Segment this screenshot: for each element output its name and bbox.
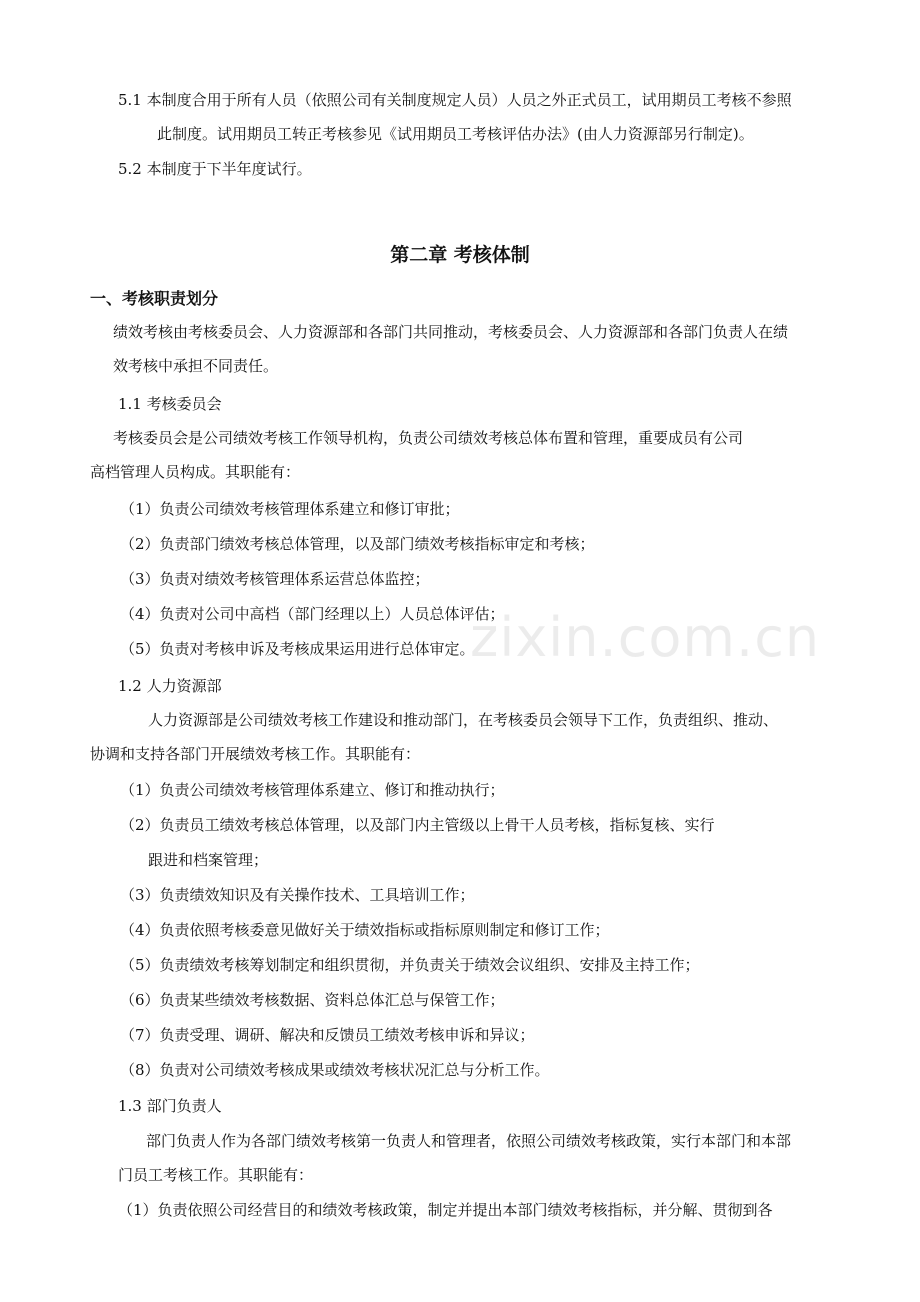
committee-item-3: （3）负责对绩效考核管理体系运营总体监控； — [120, 570, 430, 588]
committee-item-5: （5）负责对考核申诉及考核成果运用进行总体审定。 — [120, 640, 475, 658]
dept-head-item-1: （1）负责依照公司经营目的和绩效考核政策，制定并提出本部门绩效考核指标，并分解、贯彻到各 — [118, 1201, 773, 1219]
clause-5-1-line-2: 此制度。试用期员工转正考核参见《试用期员工考核评估办法》(由人力资源部另行制定)。 — [157, 125, 754, 143]
hr-item-5: （5）负责绩效考核筹划制定和组织贯彻，并负责关于绩效会议组织、安排及主持工作； — [120, 956, 700, 974]
dept-head-desc-line-1: 部门负责人作为各部门绩效考核第一负责人和管理者，依照公司绩效考核政策，实行本部门和本部 — [146, 1132, 792, 1150]
hr-desc-line-2: 协调和支持各部门开展绩效考核工作。其职能有： — [90, 745, 421, 763]
hr-item-2: （2）负责员工绩效考核总体管理，以及部门内主管级以上骨干人员考核，指标复核、实行 — [120, 816, 715, 834]
intro-line-2: 效考核中承担不同责任。 — [113, 357, 279, 375]
committee-desc-line-1: 考核委员会是公司绩效考核工作领导机构，负责公司绩效考核总体布置和管理，重要成员有公司 — [113, 429, 744, 447]
dept-head-desc-line-2: 门员工考核工作。其职能有： — [118, 1166, 314, 1184]
committee-item-4: （4）负责对公司中高档（部门经理以上）人员总体评估； — [120, 605, 505, 623]
committee-item-1: （1）负责公司绩效考核管理体系建立和修订审批； — [120, 500, 460, 518]
hr-item-1: （1）负责公司绩效考核管理体系建立、修订和推动执行； — [120, 781, 505, 799]
subsection-title-committee: 1.1 考核委员会 — [118, 395, 222, 413]
committee-item-2: （2）负责部门绩效考核总体管理，以及部门绩效考核指标审定和考核； — [120, 535, 595, 553]
hr-item-6: （6）负责某些绩效考核数据、资料总体汇总与保管工作； — [120, 991, 505, 1009]
clause-5-2: 5.2 本制度于下半年度试行。 — [118, 160, 312, 178]
clause-5-1-line-1: 5.1 本制度合用于所有人员（依照公司有关制度规定人员）人员之外正式员工，试用期员工考核不参照 — [118, 91, 792, 109]
intro-line-1: 绩效考核由考核委员会、人力资源部和各部门共同推动，考核委员会、人力资源部和各部门负责人在绩 — [113, 323, 789, 341]
subsection-title-hr: 1.2 人力资源部 — [118, 677, 222, 695]
section-title: 一、考核职责划分 — [90, 289, 219, 308]
hr-desc-line-1: 人力资源部是公司绩效考核工作建设和推动部门，在考核委员会领导下工作，负责组织、推动、 — [148, 711, 779, 729]
watermark: zixin.com.cn — [470, 606, 821, 669]
committee-desc-line-2: 高档管理人员构成。其职能有： — [90, 463, 301, 481]
hr-item-3: （3）负责绩效知识及有关操作技术、工具培训工作； — [120, 886, 475, 904]
hr-item-2-continued: 跟进和档案管理； — [148, 851, 269, 869]
subsection-title-dept-head: 1.3 部门负责人 — [118, 1097, 222, 1115]
hr-item-8: （8）负责对公司绩效考核成果或绩效考核状况汇总与分析工作。 — [120, 1061, 550, 1079]
hr-item-4: （4）负责依照考核委意见做好关于绩效指标或指标原则制定和修订工作； — [120, 921, 610, 939]
hr-item-7: （7）负责受理、调研、解决和反馈员工绩效考核申诉和异议； — [120, 1026, 535, 1044]
chapter-title: 第二章 考核体制 — [390, 244, 530, 266]
